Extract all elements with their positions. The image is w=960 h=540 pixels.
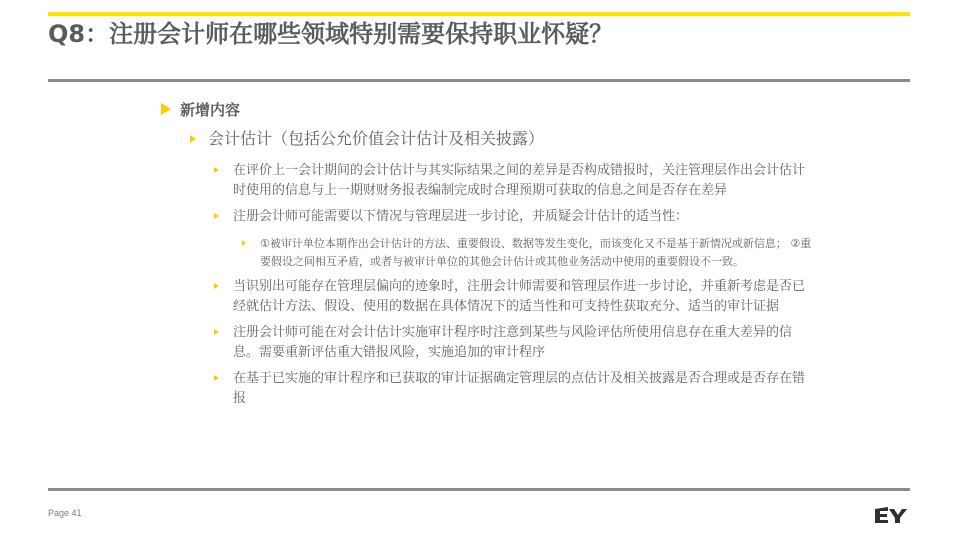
triangle-right-bullet-icon <box>214 283 219 289</box>
bullet-point-3 <box>160 277 840 317</box>
subheading-text: 会计估计（包括公允价值会计估计及相关披露） <box>208 129 545 148</box>
bullet-point-5 <box>160 369 840 409</box>
bullet-sub-point <box>160 235 840 271</box>
triangle-right-bullet-icon <box>190 135 196 143</box>
heading-text: 新增内容 <box>180 101 241 119</box>
triangle-right-bullet-icon <box>214 167 219 173</box>
bullet-point-1 <box>160 161 840 201</box>
point-text: 注册会计师可能在对会计估计实施审计程序时注意到某些与风险评估所使用信息存在重大差异的信息。需要重新评估重大错报风险，实施追加的审计程序 <box>233 325 793 360</box>
bullet-subheading <box>160 127 840 155</box>
bullet-point-2 <box>160 207 840 227</box>
bullet-point-4 <box>160 323 840 363</box>
point-text: 在评价上一会计期间的会计估计与其实际结果之间的差异是否构成错报时，关注管理层作出会计估计时使用的信息与上一期财财务报表编制完成时合理预期可获取的信息之间是否存在差异 <box>233 163 806 198</box>
triangle-right-bullet-icon <box>214 375 219 381</box>
slide-content <box>160 98 840 409</box>
slide-title: Q8：注册会计师在哪些领域特别需要保持职业怀疑？ <box>48 20 614 48</box>
sub-point-text: ①被审计单位本期作出会计估计的方法、重要假设、数据等发生变化，而该变化又不是基于新情况或新信息； ②重要假设之间相互矛盾，或者与被审计单位的其他会计估计或其他业务活动中使用的重要假设不一致。 <box>260 237 812 268</box>
triangle-right-bullet-icon <box>242 240 246 246</box>
title-divider <box>48 79 910 82</box>
page-number: Page 41 <box>48 508 82 518</box>
triangle-right-bullet-icon <box>214 329 219 335</box>
footer-divider <box>48 488 910 491</box>
point-text: 当识别出可能存在管理层偏向的迹象时，注册会计师需要和管理层作进一步讨论，并重新考虑是否已经就估计方法、假设、使用的数据在具体情况下的适当性和可支持性获取充分、适当的审计证据 <box>233 279 806 314</box>
triangle-right-bullet-icon <box>214 213 219 219</box>
point-text: 在基于已实施的审计程序和已获取的审计证据确定管理层的点估计及相关披露是否合理或是否存在错报 <box>233 371 806 406</box>
triangle-right-bullet-icon <box>161 103 171 115</box>
ey-logo-icon <box>872 505 912 525</box>
point-text: 注册会计师可能需要以下情况与管理层进一步讨论，并质疑会计估计的适当性： <box>233 209 689 224</box>
bullet-heading <box>160 98 840 124</box>
